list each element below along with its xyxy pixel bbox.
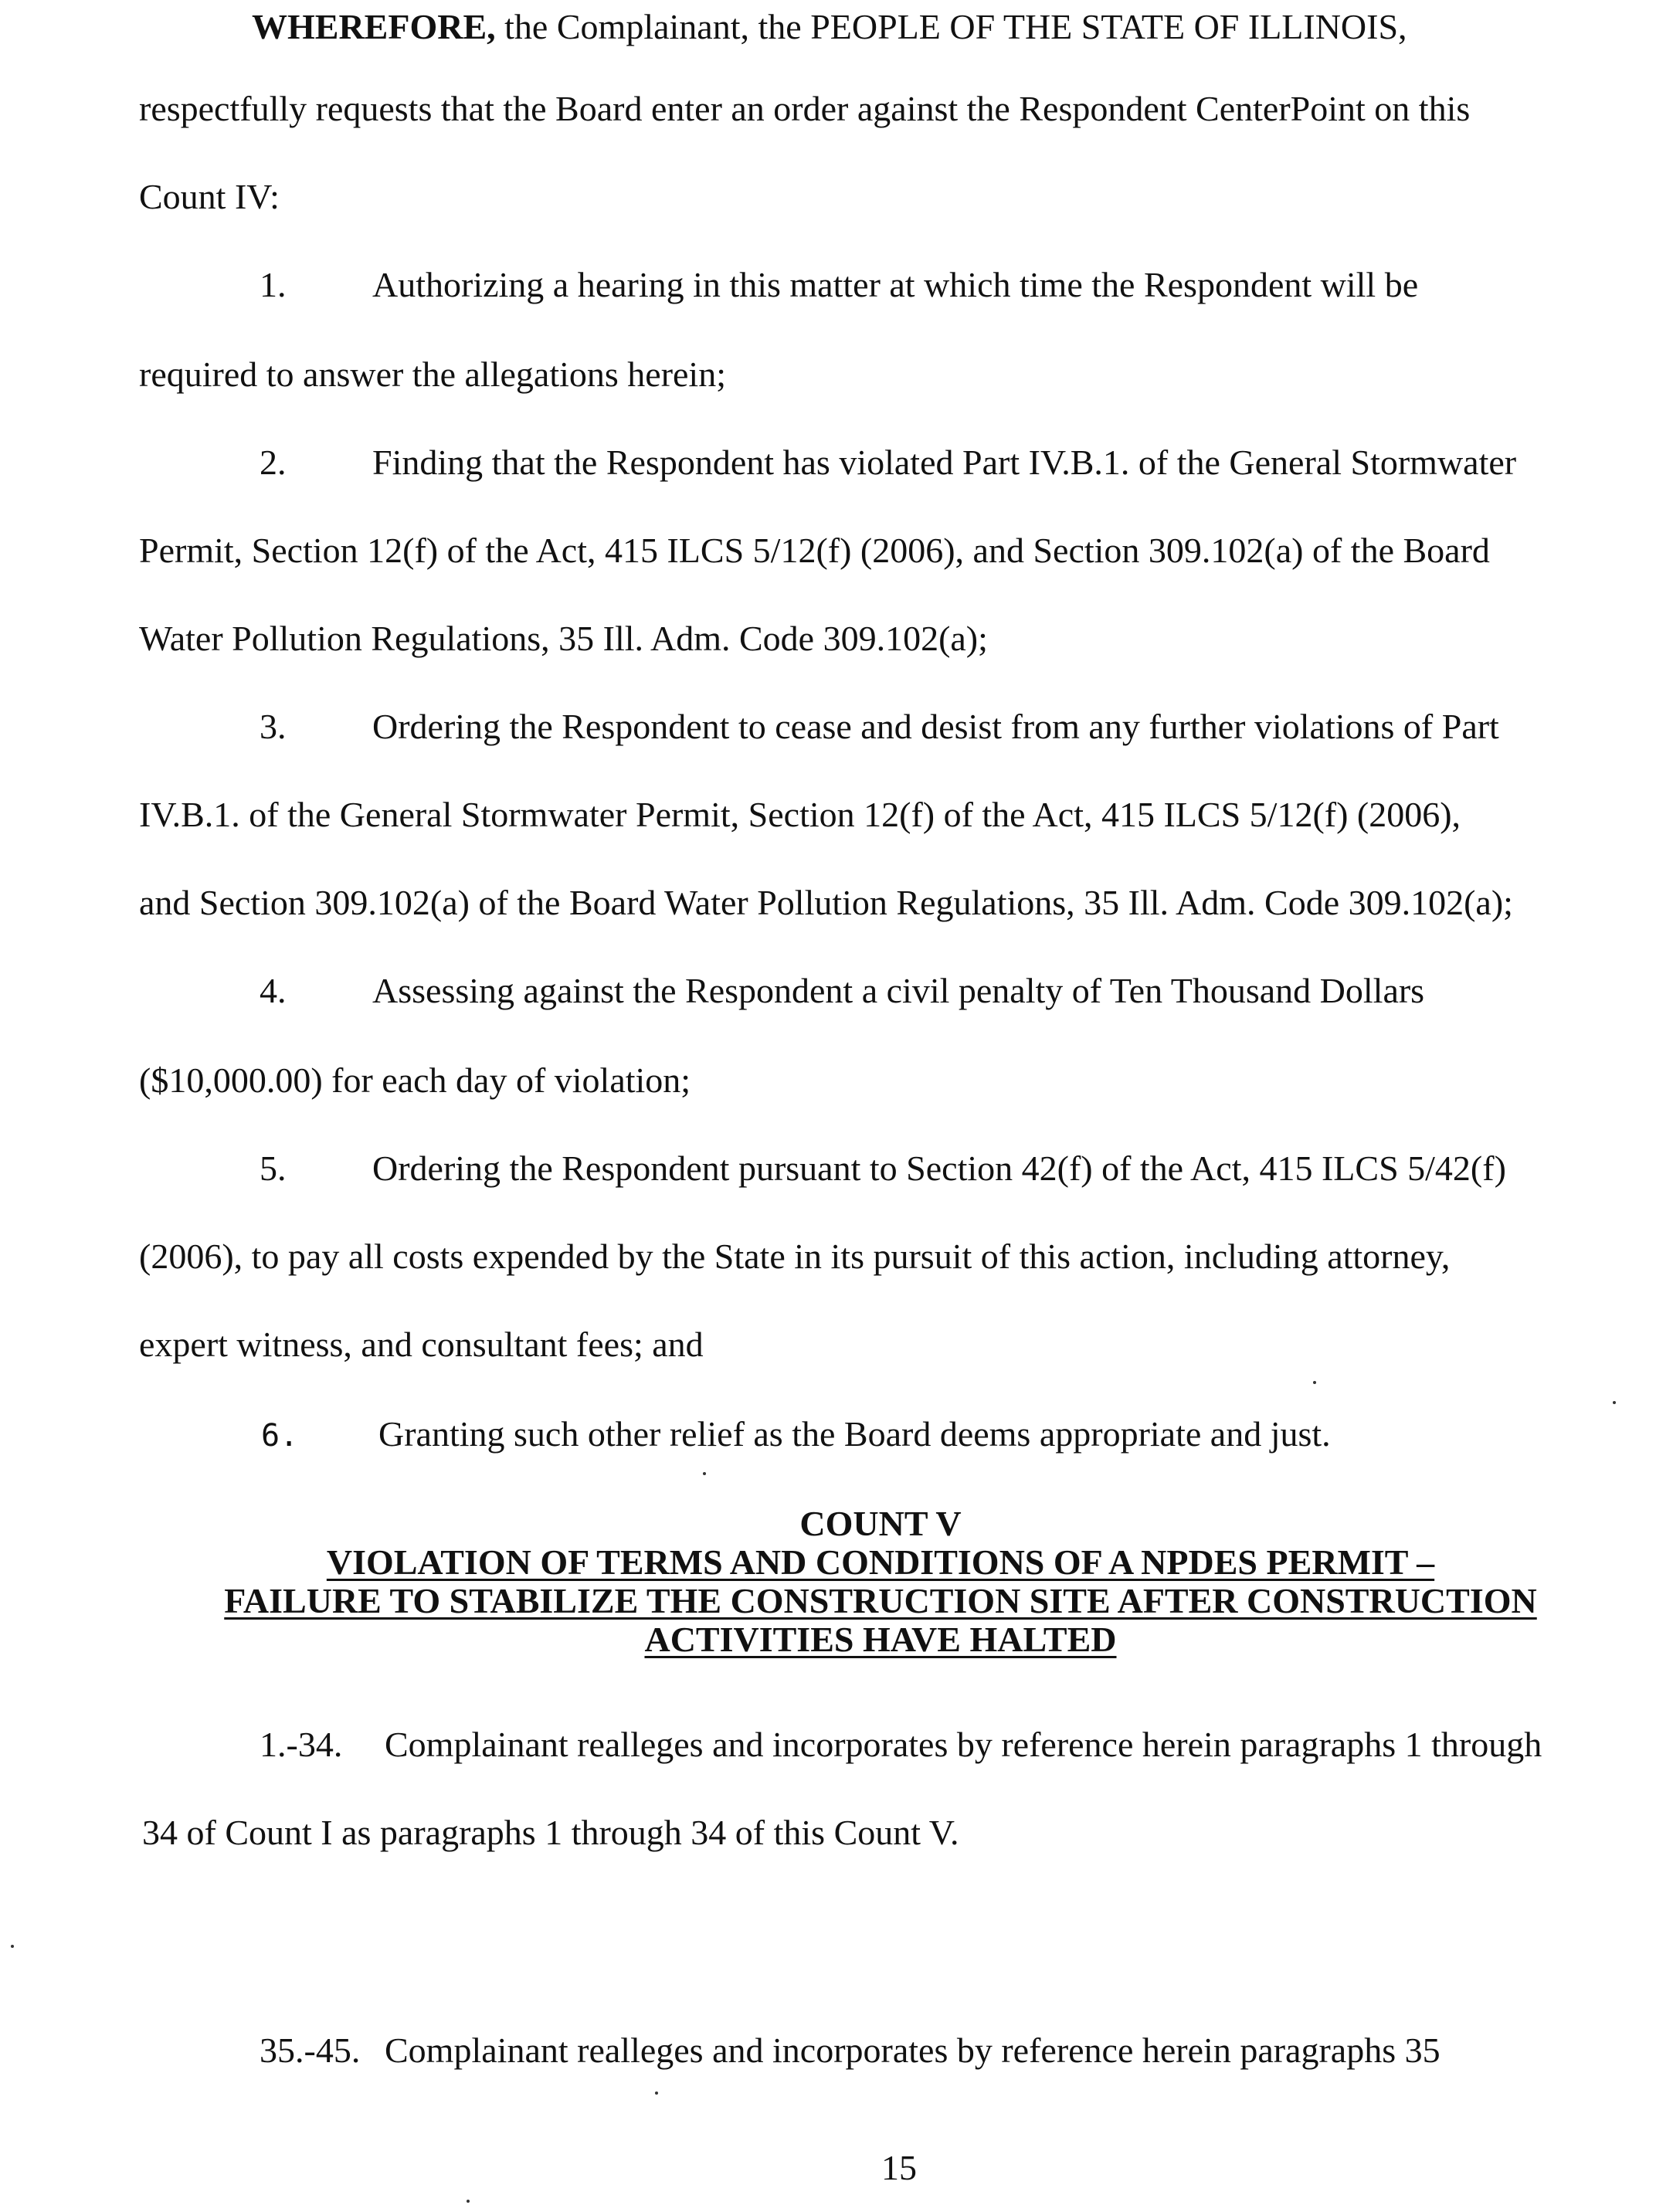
request-text: Finding that the Respondent has violated Part IV.B.1. of the General Stormwater xyxy=(372,443,1517,482)
scan-speck xyxy=(467,2200,470,2203)
count-subtitle-text: ACTIVITIES HAVE HALTED xyxy=(644,1620,1117,1659)
count-subtitle-text: VIOLATION OF TERMS AND CONDITIONS OF A NPDES PERMIT – xyxy=(326,1542,1435,1582)
request-text: IV.B.1. of the General Stormwater Permit, Section 12(f) of the Act, 415 ILCS 5/12(f) (2006), xyxy=(139,795,1461,834)
scan-speck xyxy=(703,1472,706,1475)
scan-speck xyxy=(655,2092,658,2095)
count-subtitle-line-1 xyxy=(124,1543,1637,1582)
count-title: COUNT V xyxy=(799,1504,962,1543)
prayer-line-3: Count IV: xyxy=(139,177,280,216)
request-number: 5. xyxy=(260,1148,287,1188)
scan-speck xyxy=(11,1945,14,1948)
request-text: ($10,000.00) for each day of violation; xyxy=(139,1060,691,1100)
request-text: required to answer the allegations herein; xyxy=(139,355,726,394)
request-number: 3. xyxy=(260,707,287,746)
request-number: 1. xyxy=(260,265,287,304)
request-text: Ordering the Respondent to cease and desist from any further violations of Part xyxy=(372,707,1499,746)
count-subtitle-line-3 xyxy=(124,1620,1637,1659)
scan-speck xyxy=(1313,1381,1316,1384)
request-text: Assessing against the Respondent a civil penalty of Ten Thousand Dollars xyxy=(372,971,1425,1010)
request-text: expert witness, and consultant fees; and xyxy=(139,1325,704,1364)
count-subtitle-line-2 xyxy=(124,1582,1637,1620)
paragraph-text: Complainant realleges and incorporates by reference herein paragraphs 35 xyxy=(385,2030,1441,2070)
request-text: Authorizing a hearing in this matter at which time the Respondent will be xyxy=(372,265,1419,304)
request-text: (2006), to pay all costs expended by the State in its pursuit of this action, including attorney, xyxy=(139,1237,1451,1276)
wherefore-bold: WHEREFORE, xyxy=(252,7,496,46)
request-text: Ordering the Respondent pursuant to Section 42(f) of the Act, 415 ILCS 5/42(f) xyxy=(372,1148,1506,1188)
request-text: Granting such other relief as the Board deems appropriate and just. xyxy=(378,1414,1331,1454)
request-text: Permit, Section 12(f) of the Act, 415 ILCS 5/12(f) (2006), and Section 309.102(a) of the Board xyxy=(139,531,1490,570)
request-text: and Section 309.102(a) of the Board Water Pollution Regulations, 35 Ill. Adm. Code 309.102(a); xyxy=(139,883,1513,922)
prayer-lead-rest: the Complainant, the PEOPLE OF THE STATE OF ILLINOIS, xyxy=(495,7,1407,46)
prayer-line-2: respectfully requests that the Board enter an order against the Respondent CenterPoint on this xyxy=(139,89,1471,128)
request-number: 4. xyxy=(260,971,287,1010)
paragraph-number: 35.-45. xyxy=(260,2030,361,2070)
paragraph-text: 34 of Count I as paragraphs 1 through 34 of this Count V. xyxy=(142,1813,959,1852)
paragraph-number: 1.-34. xyxy=(260,1725,343,1764)
request-number: 6. xyxy=(261,1418,299,1454)
paragraph-text: Complainant realleges and incorporates by reference herein paragraphs 1 through xyxy=(385,1725,1542,1764)
request-text: Water Pollution Regulations, 35 Ill. Adm. Code 309.102(a); xyxy=(139,619,988,658)
request-number: 2. xyxy=(260,443,287,482)
scan-speck xyxy=(1613,1401,1616,1404)
count-subtitle-text: FAILURE TO STABILIZE THE CONSTRUCTION SITE AFTER CONSTRUCTION xyxy=(224,1581,1537,1620)
page-number: 15 xyxy=(881,2148,917,2187)
prayer-line-1 xyxy=(252,5,1407,49)
